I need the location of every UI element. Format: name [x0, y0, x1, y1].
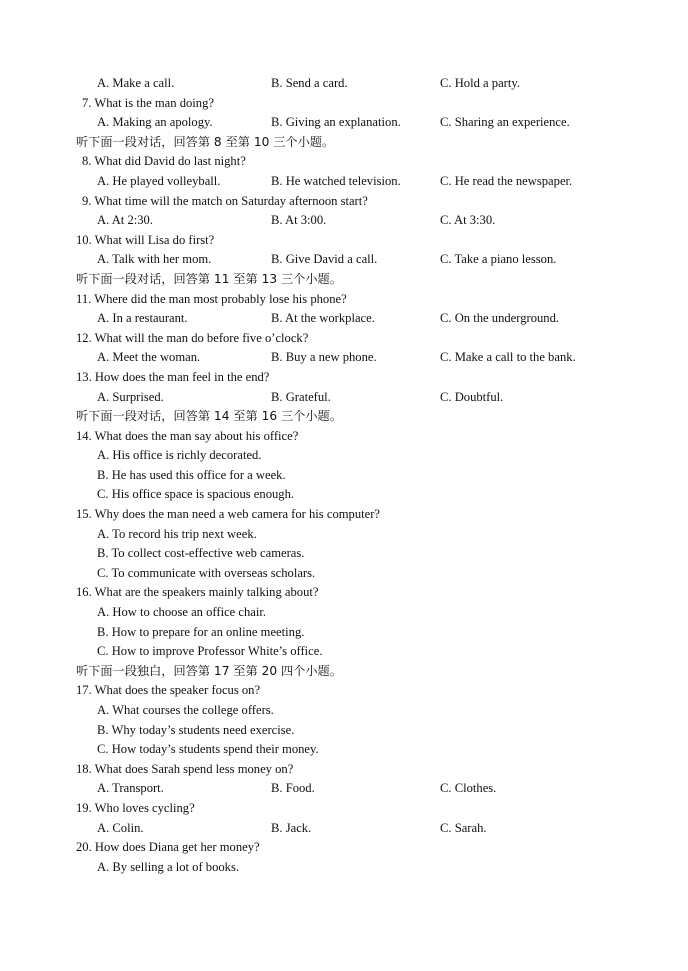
section-text: 听下面一段对话，回答第 8 至第 10 三个小题。	[76, 134, 335, 149]
option-a: A. In a restaurant.	[97, 311, 188, 326]
question-text: 7. What is the man doing?	[82, 95, 214, 110]
option-b: B. He watched television.	[271, 173, 401, 188]
question	[0, 290, 688, 310]
option-line	[0, 858, 688, 878]
question-text: 10. What will Lisa do first?	[76, 232, 215, 247]
option-c: C. Sharing an experience.	[440, 115, 570, 130]
question	[0, 799, 688, 819]
question-text: 14. What does the man say about his office?	[76, 428, 299, 443]
option-a: A. Surprised.	[97, 389, 164, 404]
option-line	[0, 525, 688, 545]
option-text: B. He has used this office for a week.	[97, 467, 286, 482]
option-line	[0, 544, 688, 564]
option-line	[0, 623, 688, 643]
option-a: A. At 2:30.	[97, 213, 153, 228]
option-line	[0, 466, 688, 486]
option-a: A. Colin.	[97, 820, 144, 835]
option-row	[0, 348, 688, 368]
option-b: B. At 3:00.	[271, 213, 327, 228]
option-b: B. Food.	[271, 781, 315, 796]
question-text: 17. What does the speaker focus on?	[76, 683, 261, 698]
section-instruction	[0, 270, 688, 290]
option-row	[0, 309, 688, 329]
question	[0, 368, 688, 388]
section-text: 听下面一段对话，回答第 14 至第 16 三个小题。	[76, 409, 342, 424]
section-instruction	[0, 662, 688, 682]
option-c: C. Take a piano lesson.	[440, 252, 557, 267]
exam-page	[0, 74, 688, 877]
question	[0, 231, 688, 251]
option-text: A. His office is richly decorated.	[97, 448, 262, 463]
option-text: A. What courses the college offers.	[97, 703, 274, 717]
option-text: A. To record his trip next week.	[97, 526, 257, 541]
option-c: C. Sarah.	[440, 820, 487, 835]
question	[0, 152, 688, 172]
option-a: A. Talk with her mom.	[97, 252, 212, 267]
option-a: A. Meet the woman.	[97, 350, 201, 365]
option-c: C. Clothes.	[440, 781, 497, 796]
option-b: B. Giving an explanation.	[271, 115, 401, 130]
question-text: 16. What are the speakers mainly talking about?	[76, 585, 319, 600]
option-row	[0, 388, 688, 408]
option-row	[0, 172, 688, 192]
section-instruction	[0, 133, 688, 153]
question	[0, 94, 688, 114]
option-c: C. Doubtful.	[440, 389, 504, 404]
option-b: B. Send a card.	[271, 76, 348, 90]
option-b: B. Grateful.	[271, 389, 331, 404]
option-line	[0, 642, 688, 662]
option-b: B. At the workplace.	[271, 311, 375, 326]
option-row	[0, 779, 688, 799]
option-a: A. He played volleyball.	[97, 173, 221, 188]
option-b: B. Jack.	[271, 820, 312, 835]
option-text: A. How to choose an office chair.	[97, 605, 267, 620]
option-line	[0, 603, 688, 623]
option-line	[0, 564, 688, 584]
question	[0, 760, 688, 780]
option-line	[0, 446, 688, 466]
option-text: B. How to prepare for an online meeting.	[97, 624, 305, 639]
section-text: 听下面一段独白，回答第 17 至第 20 四个小题。	[76, 663, 342, 678]
option-line	[0, 740, 688, 760]
option-b: B. Buy a new phone.	[271, 350, 377, 365]
option-text: B. To collect cost-effective web cameras.	[97, 546, 305, 561]
option-text: C. To communicate with overseas scholars.	[97, 565, 316, 580]
question-text: 12. What will the man do before five o’clock?	[76, 330, 309, 345]
option-text: A. By selling a lot of books.	[97, 859, 240, 874]
option-line	[0, 485, 688, 505]
option-text: C. How today’s students spend their money.	[97, 742, 319, 757]
question-text: 13. How does the man feel in the end?	[76, 369, 270, 384]
question-text: 15. Why does the man need a web camera for his computer?	[76, 507, 381, 522]
option-row	[0, 74, 688, 94]
question	[0, 583, 688, 603]
option-c: C. He read the newspaper.	[440, 173, 573, 188]
option-row	[0, 819, 688, 839]
option-line	[0, 701, 688, 721]
question-text: 19. Who loves cycling?	[76, 800, 195, 815]
section-text: 听下面一段对话，回答第 11 至第 13 三个小题。	[76, 271, 342, 286]
option-row	[0, 211, 688, 231]
question-text: 11. Where did the man most probably lose his phone?	[76, 291, 347, 306]
option-c: C. Make a call to the bank.	[440, 350, 576, 365]
option-line	[0, 721, 688, 741]
question-text: 18. What does Sarah spend less money on?	[76, 761, 294, 776]
question-text: 8. What did David do last night?	[82, 154, 246, 169]
option-row	[0, 113, 688, 133]
option-text: C. His office space is spacious enough.	[97, 487, 295, 502]
option-c: C. At 3:30.	[440, 213, 496, 228]
question	[0, 192, 688, 212]
option-b: B. Give David a call.	[271, 252, 378, 267]
question-text: 20. How does Diana get her money?	[76, 840, 260, 855]
option-text: C. How to improve Professor White’s office.	[97, 644, 323, 659]
option-c: C. On the underground.	[440, 311, 560, 326]
option-a: A. Make a call.	[97, 76, 175, 90]
option-c: C. Hold a party.	[440, 76, 520, 90]
option-text: B. Why today’s students need exercise.	[97, 722, 295, 737]
question	[0, 329, 688, 349]
option-a: A. Making an apology.	[97, 115, 213, 130]
question	[0, 681, 688, 701]
question	[0, 505, 688, 525]
question-text: 9. What time will the match on Saturday afternoon start?	[82, 193, 368, 208]
option-row	[0, 250, 688, 270]
question	[0, 838, 688, 858]
option-a: A. Transport.	[97, 781, 164, 796]
section-instruction	[0, 407, 688, 427]
question	[0, 427, 688, 447]
